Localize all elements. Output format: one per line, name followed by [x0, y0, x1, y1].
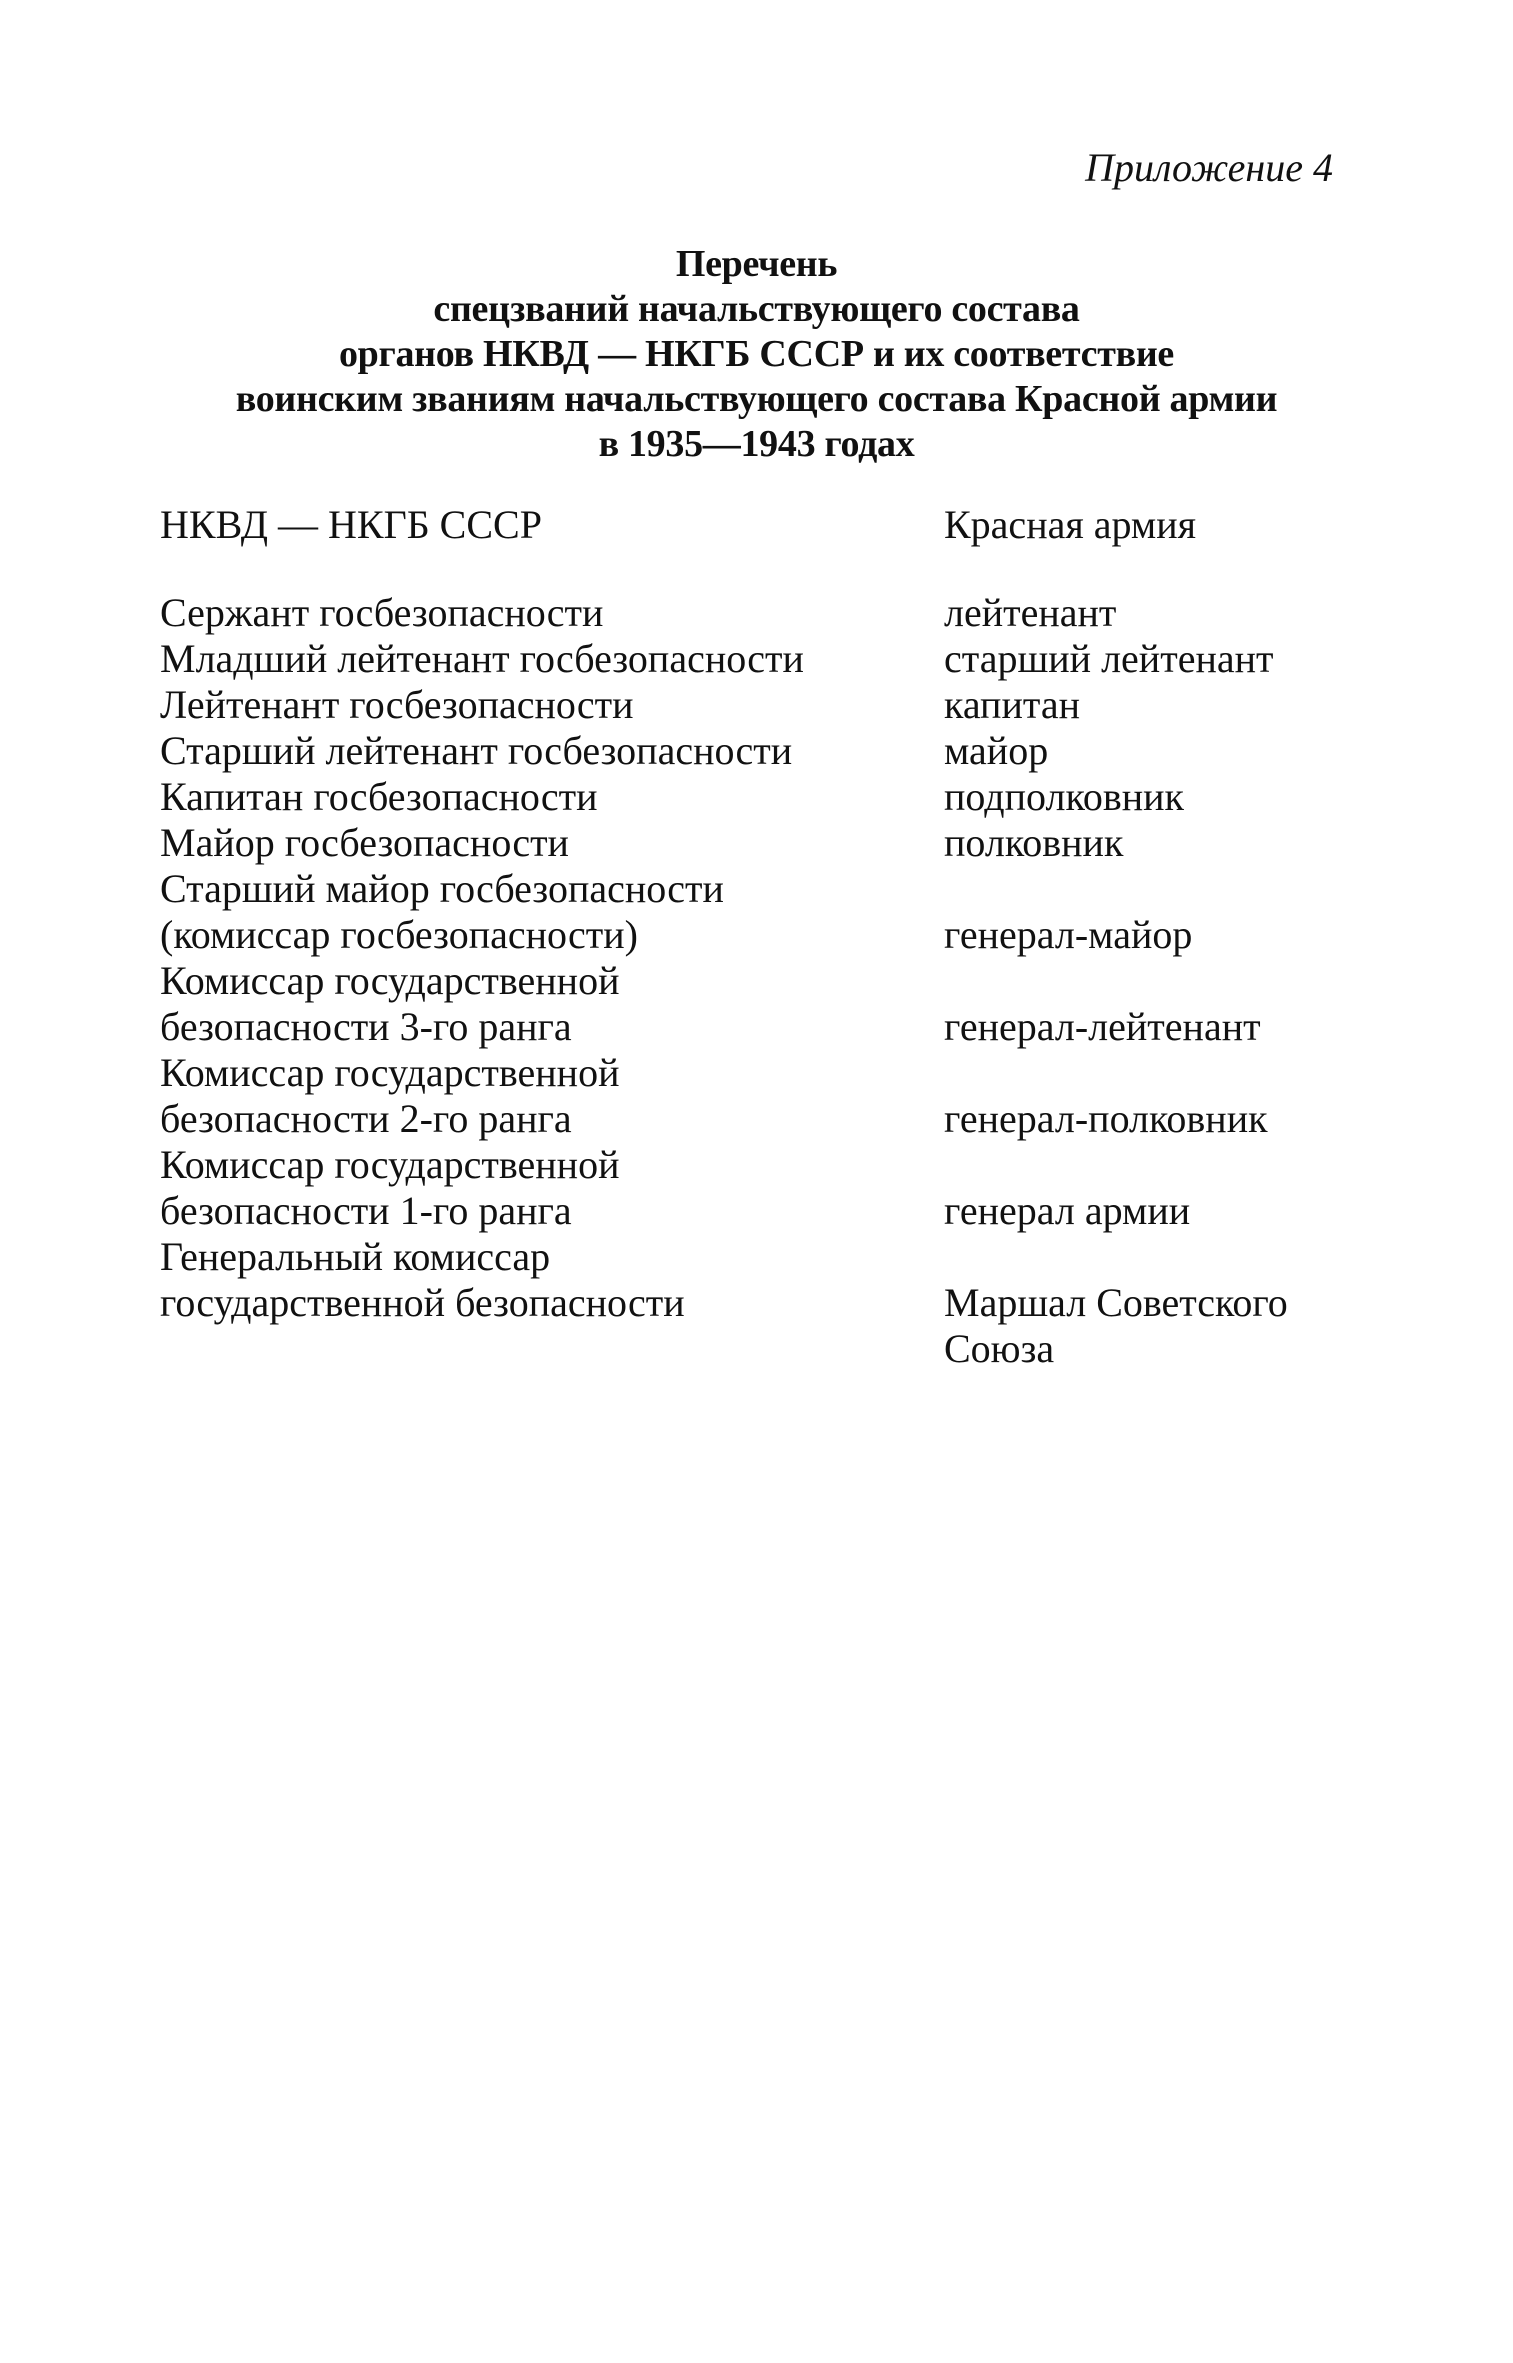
table-row	[160, 958, 1360, 1050]
nkvd-rank-continued: (комиссар госбезопасности)	[160, 912, 638, 957]
nkvd-rank-continued: безопасности 3-го ранга	[160, 1004, 572, 1049]
nkvd-rank: Майор госбезопасности	[160, 820, 569, 865]
army-rank: генерал-полковник	[944, 1096, 1268, 1141]
army-rank: подполковник	[944, 774, 1184, 819]
army-rank-continued: Союза	[944, 1326, 1055, 1371]
nkvd-rank: Комиссар государственной	[160, 958, 620, 1003]
army-rank: старший лейтенант	[944, 636, 1274, 681]
appendix-label: Приложение 4	[1085, 145, 1333, 190]
nkvd-rank: Лейтенант госбезопасности	[160, 682, 634, 727]
nkvd-rank: Капитан госбезопасности	[160, 774, 598, 819]
title-line: воинским званиям начальствующего состава Красной армии	[235, 378, 1278, 420]
title-line: спецзваний начальствующего состава	[433, 288, 1080, 330]
title-line: в 1935—1943 годах	[598, 423, 915, 465]
nkvd-rank: Комиссар государственной	[160, 1050, 620, 1095]
army-rank: полковник	[944, 820, 1124, 865]
table-row	[160, 866, 1360, 958]
army-rank: лейтенант	[944, 590, 1117, 635]
table-row	[160, 1142, 1360, 1234]
nkvd-rank: Старший лейтенант госбезопасности	[160, 728, 793, 773]
table-row	[160, 1234, 1360, 1372]
title-line: Перечень	[675, 243, 838, 285]
header-red-army: Красная армия	[944, 502, 1197, 547]
table-row	[160, 820, 1360, 866]
nkvd-rank: Младший лейтенант госбезопасности	[160, 636, 804, 681]
table-row	[160, 774, 1360, 820]
document-title	[0, 242, 1513, 467]
title-line: органов НКВД — НКГБ СССР и их соответствие	[338, 333, 1175, 375]
header-nkvd: НКВД — НКГБ СССР	[160, 502, 542, 547]
nkvd-rank-continued: безопасности 1-го ранга	[160, 1188, 572, 1233]
table-row	[160, 1050, 1360, 1142]
table-row	[160, 682, 1360, 728]
nkvd-rank-continued: безопасности 2-го ранга	[160, 1096, 572, 1141]
army-rank: генерал-майор	[944, 912, 1193, 957]
table-row	[160, 728, 1360, 774]
army-rank: генерал-лейтенант	[944, 1004, 1261, 1049]
nkvd-rank: Генеральный комиссар	[160, 1234, 551, 1279]
army-rank: капитан	[944, 682, 1080, 727]
nkvd-rank: Старший майор госбезопасности	[160, 866, 724, 911]
army-rank: майор	[944, 728, 1049, 773]
army-rank: Маршал Советского	[944, 1280, 1288, 1325]
army-rank: генерал армии	[944, 1188, 1191, 1233]
table-row	[160, 590, 1360, 636]
nkvd-rank-continued: государственной безопасности	[160, 1280, 685, 1325]
table-row	[160, 636, 1360, 682]
rank-correspondence-table	[160, 502, 1360, 1372]
nkvd-rank: Сержант госбезопасности	[160, 590, 604, 635]
table-header-row	[160, 502, 1360, 548]
nkvd-rank: Комиссар государственной	[160, 1142, 620, 1187]
